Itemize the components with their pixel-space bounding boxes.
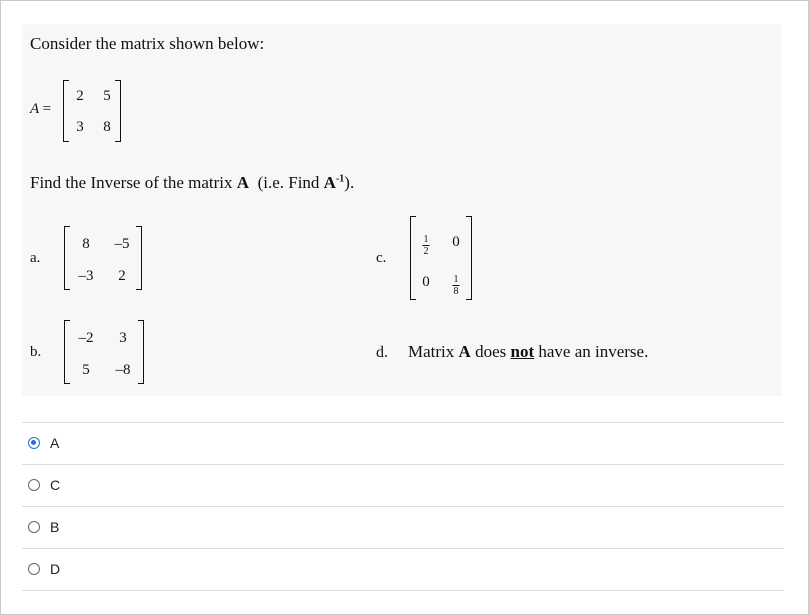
question-prompt: [30, 173, 354, 193]
matrix-cell: 5: [103, 88, 111, 104]
prompt-text: ).: [344, 173, 355, 192]
right-bracket: [138, 320, 144, 384]
choice-a-matrix: [64, 226, 142, 290]
choice-c-letter: c.: [376, 250, 387, 266]
matrix-cell: –5: [114, 236, 130, 252]
matrix-cell: –3: [78, 268, 94, 284]
numerator: 1: [423, 234, 429, 245]
prompt-matrix-symbol: A: [323, 173, 336, 192]
matrix-cell: 3: [76, 119, 84, 135]
choice-b-matrix: [64, 320, 144, 384]
choice-c-matrix: [410, 216, 472, 300]
matrix-cell: [453, 270, 460, 297]
choice-b-letter: b.: [30, 344, 42, 360]
matrix-symbol: A: [30, 101, 39, 117]
right-bracket: [115, 80, 121, 142]
matrix-cell: 2: [118, 268, 126, 284]
answer-label[interactable]: B: [50, 519, 60, 535]
choice-d-emphasis: not: [510, 342, 535, 361]
equals-sign: =: [42, 101, 52, 117]
denominator: 8: [453, 286, 459, 297]
choice-d-text-part: does: [470, 342, 511, 361]
matrix-cell: 8: [82, 236, 90, 252]
answer-option-c[interactable]: [22, 464, 784, 506]
right-bracket: [466, 216, 472, 300]
radio-button[interactable]: [28, 521, 40, 533]
left-bracket: [63, 80, 69, 142]
answer-option-b[interactable]: [22, 506, 784, 548]
matrix-cell: 5: [82, 362, 90, 378]
choice-a-letter: a.: [30, 250, 41, 266]
matrix-cell: [423, 230, 430, 257]
prompt-superscript: -1: [335, 173, 345, 185]
matrix-a: [63, 80, 121, 142]
answer-label[interactable]: C: [50, 477, 61, 493]
choice-d-text-part: have an inverse.: [534, 342, 649, 361]
answer-label[interactable]: D: [50, 561, 61, 577]
left-bracket: [64, 320, 70, 384]
left-bracket: [64, 226, 70, 290]
question-intro: Consider the matrix shown below:: [30, 34, 265, 53]
radio-button[interactable]: [28, 479, 40, 491]
left-bracket: [410, 216, 416, 300]
answer-option-a[interactable]: [22, 422, 784, 464]
answer-list: [22, 422, 784, 591]
answer-option-d[interactable]: [22, 548, 784, 591]
radio-button[interactable]: [28, 563, 40, 575]
right-bracket: [136, 226, 142, 290]
prompt-matrix-symbol: A: [236, 173, 250, 192]
matrix-label: [30, 101, 51, 118]
choice-d-text: [408, 342, 648, 362]
numerator: 1: [453, 274, 459, 285]
matrix-cell: 0: [452, 234, 460, 250]
matrix-cell: 2: [76, 88, 84, 104]
radio-button[interactable]: [28, 437, 40, 449]
prompt-text: (i.e. Find: [249, 173, 324, 192]
choice-d-text-part: Matrix: [408, 342, 459, 361]
matrix-cell: –2: [78, 330, 94, 346]
fraction: [423, 234, 430, 257]
fraction: [453, 274, 460, 297]
prompt-text: Find the Inverse of the matrix: [30, 173, 237, 192]
matrix-cell: 0: [422, 274, 430, 290]
answer-label[interactable]: A: [50, 435, 60, 451]
choice-d-letter: d.: [376, 344, 388, 361]
denominator: 2: [423, 246, 429, 257]
choice-d-matrix-symbol: A: [458, 342, 471, 361]
matrix-cell: –8: [115, 362, 131, 378]
matrix-cell: 3: [119, 330, 127, 346]
matrix-cell: 8: [103, 119, 111, 135]
